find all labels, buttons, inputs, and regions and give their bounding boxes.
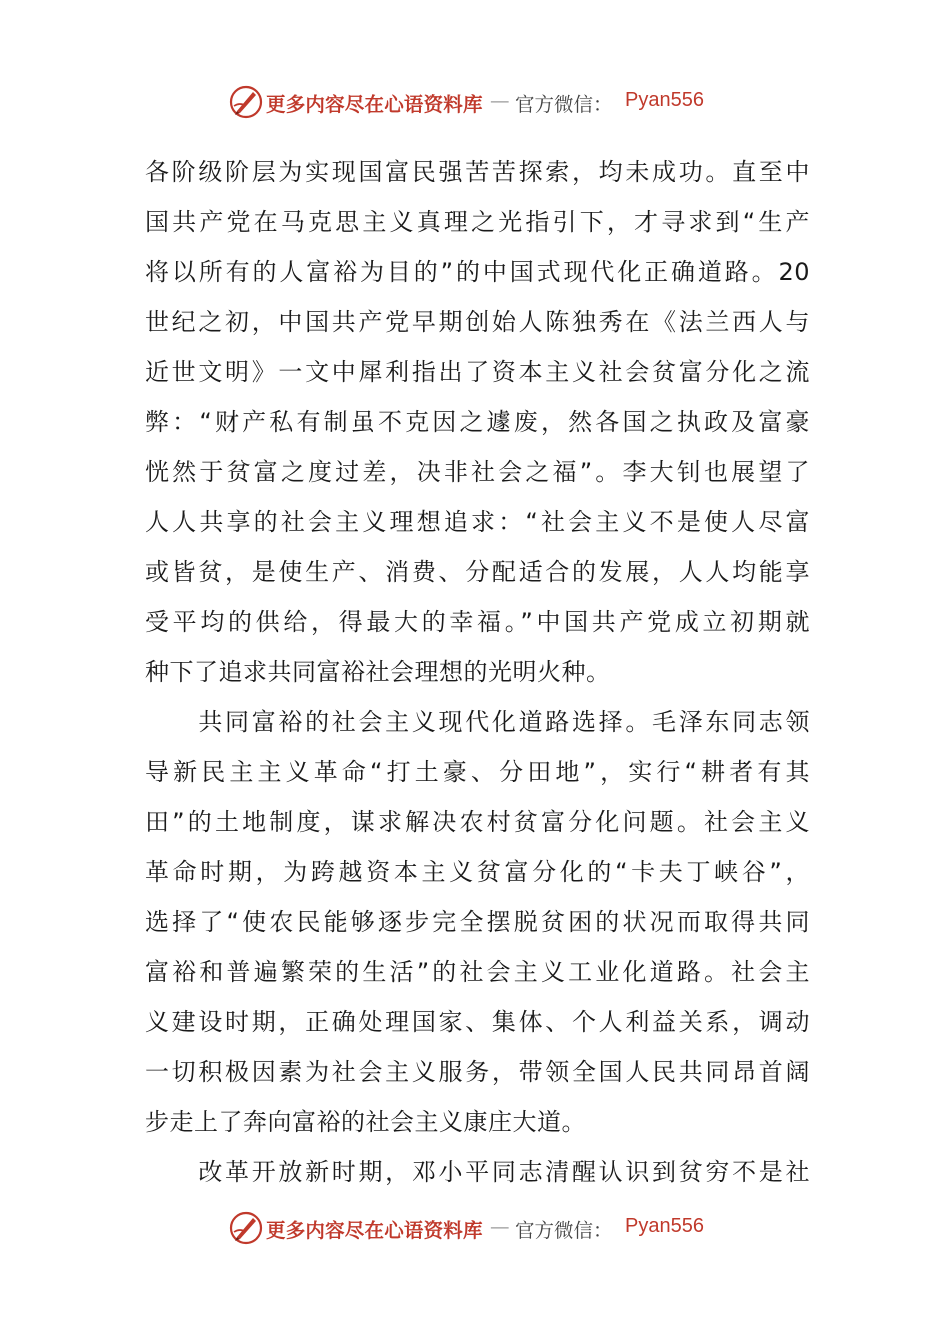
wechat-label: 官方微信：	[515, 93, 613, 116]
document-body	[145, 147, 810, 1197]
text-line: 恍然于贫富之度过差，决非社会之福”。李大钊也展望了	[145, 458, 810, 486]
brand-text: 更多内容尽在心语资料库	[266, 1219, 483, 1242]
separator-dash: —	[490, 89, 510, 112]
text-line: 一切积极因素为社会主义服务，带领全国人民共同昂首阔	[145, 1058, 810, 1086]
text-line: 选择了“使农民能够逐步完全摆脱贫困的状况而取得共同	[145, 908, 810, 936]
text-line: 国共产党在马克思主义真理之光指引下，才寻求到“生产	[145, 208, 810, 236]
text-line: 弊：“财产私有制虽不克因之遽废，然各国之执政及富豪	[145, 408, 810, 436]
text-line: 导新民主主义革命“打土豪、分田地”，实行“耕者有其	[145, 758, 810, 786]
text-line: 田”的土地制度，谋求解决农村贫富分化问题。社会主义	[145, 808, 810, 836]
text-line: 义建设时期，正确处理国家、集体、个人利益关系，调动	[145, 1008, 810, 1036]
text-line: 步走上了奔向富裕的社会主义康庄大道。	[145, 1108, 586, 1136]
text-line: 近世文明》一文中犀利指出了资本主义社会贫富分化之流	[145, 358, 810, 386]
text-line: 各阶级阶层为实现国富民强苦苦探索，均未成功。直至中	[145, 158, 810, 186]
text-line: 共同富裕的社会主义现代化道路选择。毛泽东同志领	[145, 708, 810, 736]
text-line: 世纪之初，中国共产党早期创始人陈独秀在《法兰西人与	[145, 308, 810, 336]
text-line: 革命时期，为跨越资本主义贫富分化的“卡夫丁峡谷”，	[145, 858, 810, 886]
brand-text: 更多内容尽在心语资料库	[266, 93, 483, 116]
text-line: 人人共享的社会主义理想追求：“社会主义不是使人尽富	[145, 508, 810, 536]
wechat-account: Pyan556	[625, 89, 704, 111]
wechat-account: Pyan556	[625, 1215, 704, 1237]
text-line: 种下了追求共同富裕社会理想的光明火种。	[145, 658, 611, 686]
text-line: 或皆贫，是使生产、消费、分配适合的发展，人人均能享	[145, 558, 810, 586]
text-line: 将以所有的人富裕为目的”的中国式现代化正确道路。20	[145, 258, 810, 286]
pen-logo-icon	[228, 84, 264, 120]
separator-dash: —	[490, 1215, 510, 1238]
wechat-label: 官方微信：	[515, 1219, 613, 1242]
footer-watermark-banner	[0, 1208, 950, 1252]
text-line: 改革开放新时期，邓小平同志清醒认识到贫穷不是社	[145, 1158, 810, 1186]
pen-logo-icon	[228, 1210, 264, 1246]
header-watermark-banner	[0, 82, 950, 126]
text-line: 富裕和普遍繁荣的生活”的社会主义工业化道路。社会主	[145, 958, 810, 986]
text-line: 受平均的供给，得最大的幸福。”中国共产党成立初期就	[145, 608, 810, 636]
